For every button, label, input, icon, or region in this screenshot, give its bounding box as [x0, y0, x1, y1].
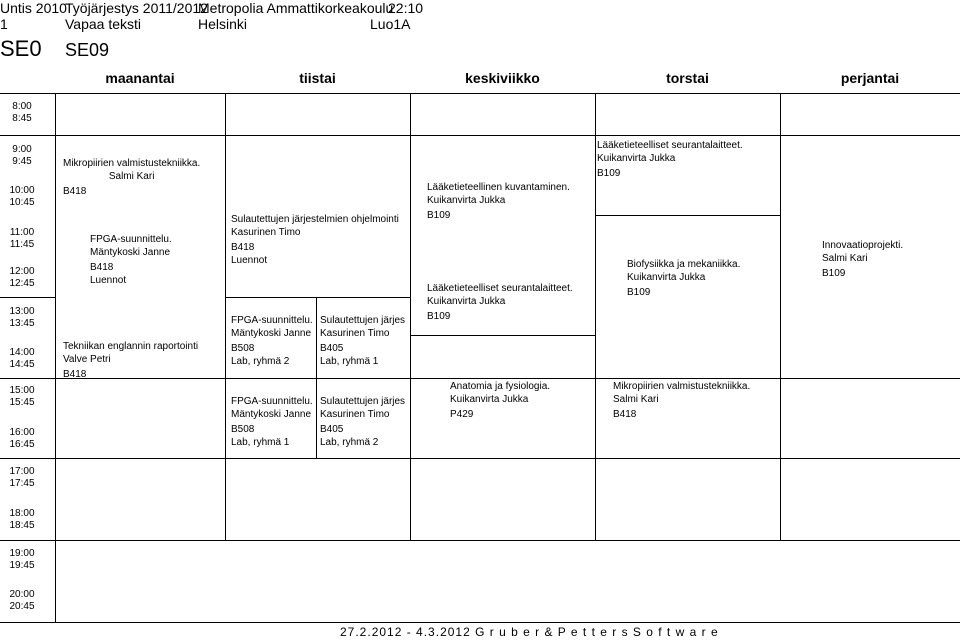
page-number: 1 — [0, 16, 8, 32]
event-wed-medical-imaging[interactable]: Lääketieteellinen kuvantaminen. Kuikanvirta Jukka B109 — [427, 182, 570, 221]
grid-line-tue-split — [316, 297, 317, 458]
event-tue-fpga-lab-group-2[interactable]: FPGA-suunnittelu. Mäntykoski Janne B508 Lab, ryhmä 2 — [231, 315, 313, 367]
grid-line-wed-midday — [410, 335, 595, 336]
event-tue-fpga-lab-group-1[interactable]: FPGA-suunnittelu. Mäntykoski Janne B508 Lab, ryhmä 1 — [231, 396, 313, 448]
class-code: SE0 — [0, 36, 42, 61]
grid-line-lunch — [0, 297, 55, 298]
event-tue-embedded-lab-group-1[interactable]: Sulautettujen järjes Kasurinen Timo B405 Lab, ryhmä 1 — [320, 315, 406, 367]
event-thu-biophysics[interactable]: Biofysiikka ja mekaniikka. Kuikanvirta Jukka B109 — [627, 259, 741, 298]
time-slot-10: 10:00 10:45 — [9, 185, 35, 208]
footer-date-range: 27.2.2012 - 4.3.2012 G r u b e r & P e t t e r s S o f t w a r e — [340, 625, 719, 639]
grid-line-thu-midday — [595, 215, 780, 216]
grid-line-time-column — [55, 93, 56, 622]
time-slot-8: 8:00 8:45 — [12, 101, 32, 124]
grid-line-evening — [0, 540, 960, 541]
grid-line-day-end — [0, 458, 960, 459]
event-mon-technical-english[interactable]: Tekniikan englannin raportointi Valve Petri B418 — [63, 341, 199, 380]
day-header-monday: maanantai — [105, 70, 175, 86]
event-mon-microchip-manufacturing[interactable]: Mikropiirien valmistustekniikka. Salmi Kari B418 — [63, 158, 201, 197]
room-code: Luo1A — [370, 16, 411, 32]
time-slot-17: 17:00 17:45 — [9, 466, 35, 489]
time-slot-19: 19:00 19:45 — [9, 548, 35, 571]
grid-bottom-border — [0, 622, 960, 623]
time-slot-9: 9:00 9:45 — [12, 144, 32, 167]
event-tue-embedded-programming[interactable]: Sulautettujen järjestelmien ohjelmointi Kasurinen Timo B418 Luennot — [231, 214, 399, 266]
event-thu-microchip-manufacturing[interactable]: Mikropiirien valmistustekniikka. Salmi Kari B418 — [613, 381, 751, 420]
day-header-thursday: torstai — [666, 70, 709, 86]
grid-line-mon-tue — [225, 93, 226, 540]
day-header-tuesday: tiistai — [299, 70, 336, 86]
time-slot-16: 16:00 16:45 — [9, 427, 35, 450]
subtitle: Vapaa teksti — [65, 16, 142, 32]
city: Helsinki — [198, 16, 248, 32]
event-fri-innovation-project[interactable]: Innovaatioprojekti. Salmi Kari B109 — [822, 240, 904, 279]
event-wed-monitoring-devices[interactable]: Lääketieteelliset seurantalaitteet. Kuikanvirta Jukka B109 — [427, 283, 573, 322]
school-name: Metropolia Ammattikorkeakoulu — [198, 0, 394, 16]
day-header-friday: perjantai — [840, 70, 900, 86]
grid-line-tue-wed — [410, 93, 411, 540]
class-name: SE09 — [65, 40, 110, 60]
grid-line-tue-midday — [225, 297, 410, 298]
grid-line-thu-fri — [780, 93, 781, 540]
time-slot-15: 15:00 15:45 — [9, 385, 35, 408]
time-slot-18: 18:00 18:45 — [9, 508, 35, 531]
grid-line-day-start — [0, 135, 960, 136]
time-slot-11: 11:00 11:45 — [9, 227, 35, 250]
day-header-wednesday: keskiviikko — [465, 70, 540, 86]
event-tue-embedded-lab-group-2[interactable]: Sulautettujen järjes Kasurinen Timo B405 Lab, ryhmä 2 — [320, 396, 406, 448]
app-name: Untis 2010 — [0, 0, 67, 16]
time-slot-14: 14:00 14:45 — [9, 347, 35, 370]
grid-line-wed-thu — [595, 93, 596, 540]
event-wed-anatomy-physiology[interactable]: Anatomia ja fysiologia. Kuikanvirta Jukka P429 — [450, 381, 551, 420]
event-thu-monitoring-devices[interactable]: Lääketieteelliset seurantalaitteet. Kuikanvirta Jukka B109 — [597, 140, 743, 179]
print-time: 22:10 — [388, 0, 424, 16]
grid-top-border — [0, 93, 960, 94]
document-type: Työjärjestys 2011/2012 — [65, 0, 208, 16]
time-slot-13: 13:00 13:45 — [9, 306, 35, 329]
time-slot-12: 12:00 12:45 — [9, 266, 35, 289]
event-mon-fpga-design[interactable]: FPGA-suunnittelu. Mäntykoski Janne B418 Luennot — [90, 234, 172, 286]
time-slot-20: 20:00 20:45 — [9, 589, 35, 612]
